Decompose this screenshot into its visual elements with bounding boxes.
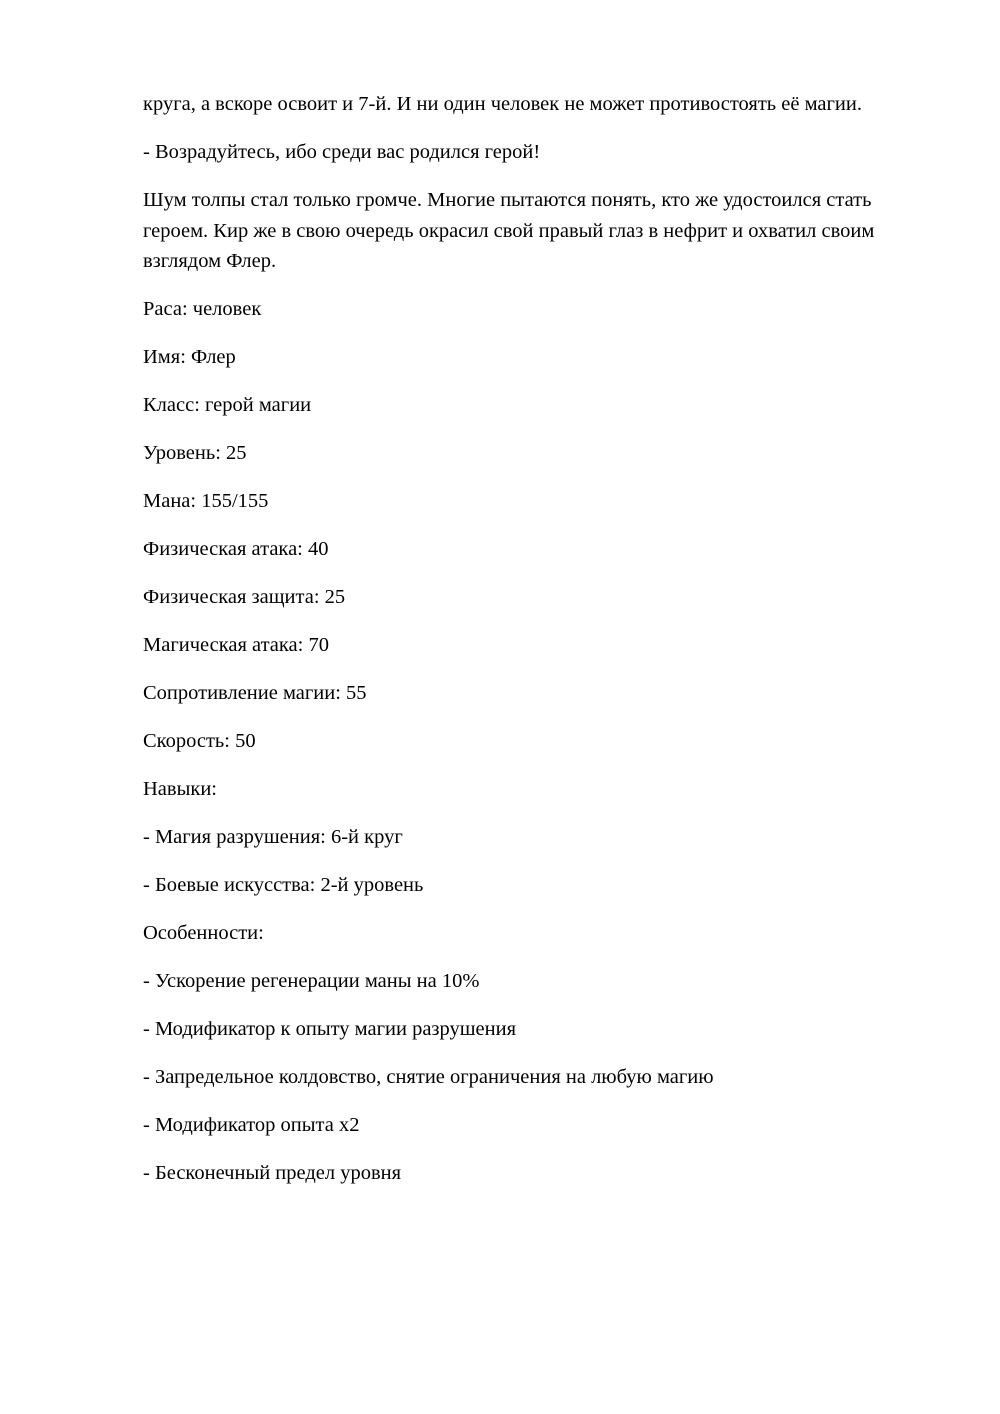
skills-heading: Навыки: [143,777,217,800]
stat-magic-resistance: Сопротивление магии: 55 [143,682,367,705]
trait-item-infinite-level-cap: - Бесконечный предел уровня [143,1161,402,1184]
stat-name: Имя: Флер [143,346,236,369]
skill-item-destruction-magic: - Магия разрушения: 6-й круг [143,825,403,848]
stat-race: Раса: человек [143,298,262,321]
paragraph-narration: Шум толпы стал только громче. Многие пытаются понять, кто же удостоился стать героем. Кир же в свою очередь окрасил свой правый глаз в нефрит и охватил своим взглядом Флер. [143,188,875,273]
skill-item-martial-arts: - Боевые искусства: 2-й уровень [143,873,424,896]
trait-item-exp-modifier: - Модификатор опыта x2 [143,1113,360,1136]
traits-heading: Особенности: [143,921,264,944]
paragraph-story-continuation: круга, а вскоре освоит и 7-й. И ни один человек не может противостоять её магии. [143,93,863,115]
stat-mana: Мана: 155/155 [143,490,269,513]
stat-level: Уровень: 25 [143,442,247,465]
stat-physical-defense: Физическая защита: 25 [143,586,346,609]
trait-item-mana-regen: - Ускорение регенерации маны на 10% [143,969,480,992]
trait-item-transcendent-sorcery: - Запредельное колдовство, снятие ограничения на любую магию [143,1065,714,1088]
stat-magic-attack: Магическая атака: 70 [143,634,329,657]
stat-physical-attack: Физическая атака: 40 [143,538,329,561]
paragraph-dialogue: - Возрадуйтесь, ибо среди вас родился герой! [143,140,541,163]
trait-item-destruction-exp-modifier: - Модификатор к опыту магии разрушения [143,1017,516,1040]
stat-speed: Скорость: 50 [143,730,256,752]
stat-class: Класс: герой магии [143,394,312,417]
